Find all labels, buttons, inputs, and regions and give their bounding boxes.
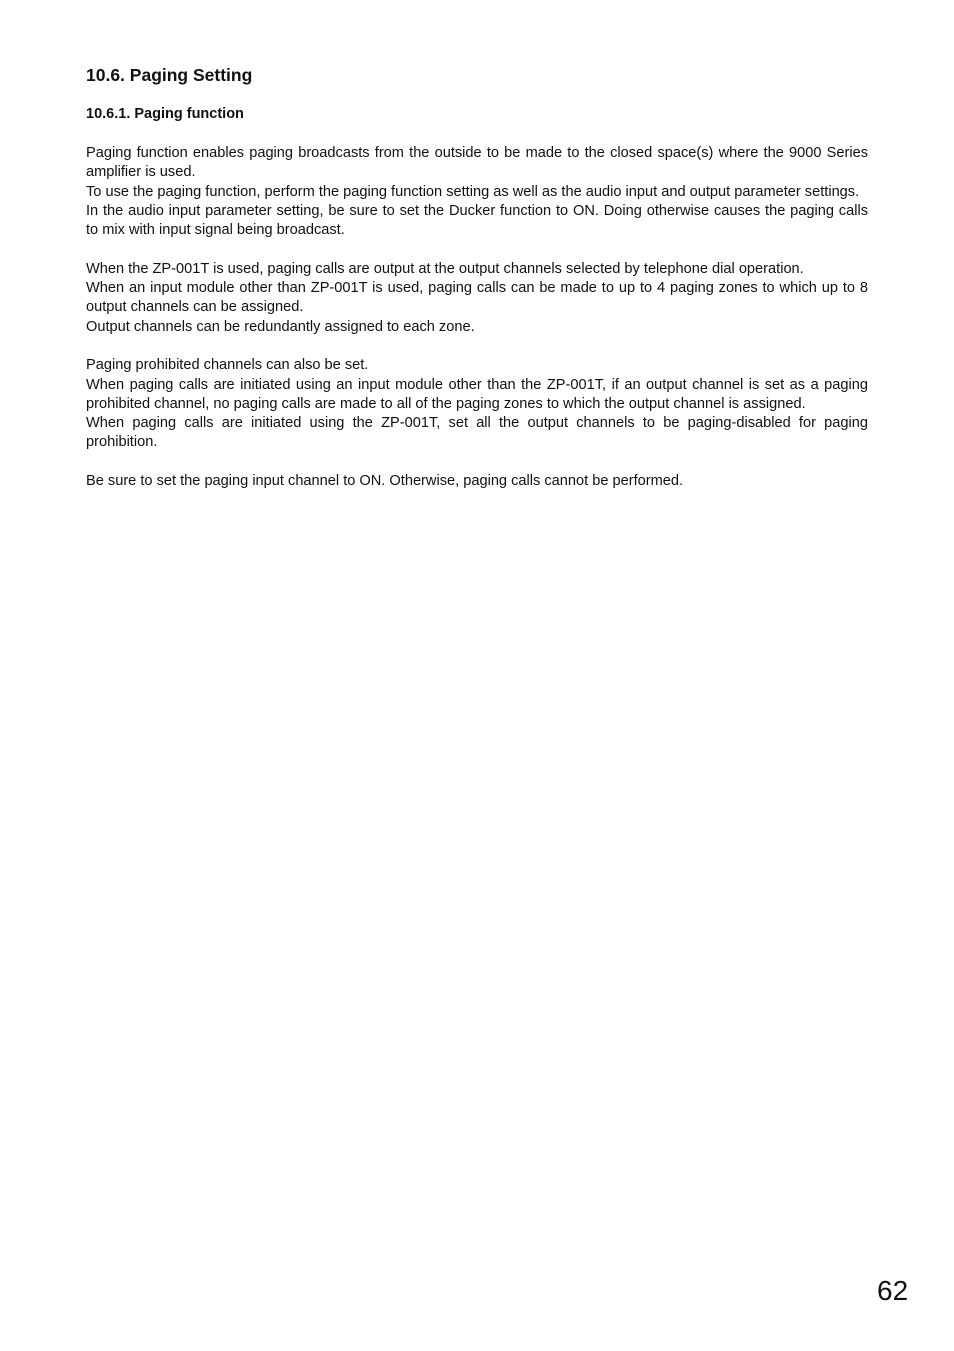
paragraph-input-channel-on: Be sure to set the paging input channel to ON. Otherwise, paging calls cannot be performed.: [86, 473, 684, 490]
paragraph-ducker-setting: In the audio input parameter setting, be sure to set the Ducker function to ON. Doing otherwise causes the paging calls to mix with input signal being broadcast.: [86, 202, 868, 239]
paragraph-prohibited-channels: Paging prohibited channels can also be set.: [86, 357, 369, 374]
subsection-heading: 10.6.1. Paging function: [86, 106, 244, 122]
paragraph-gap: [86, 453, 868, 472]
paragraph-redundant-assignment: Output channels can be redundantly assigned to each zone.: [86, 318, 475, 335]
body-text: [86, 144, 868, 491]
paragraph-gap: [86, 337, 868, 356]
paragraph-prohibited-other-module: When paging calls are initiated using an input module other than the ZP-001T, if an output channel is set as a paging prohibited channel, no paging calls are made to all of the paging zones to which the output channel is assigned.: [86, 376, 868, 412]
paragraph-prohibited-zp001t: When paging calls are initiated using the ZP-001T, set all the output channels to be paging-disabled for paging prohibition.: [86, 415, 868, 451]
section-heading: 10.6. Paging Setting: [86, 65, 253, 85]
page-number: 62: [877, 1275, 909, 1306]
paragraph-paging-zones: When an input module other than ZP-001T is used, paging calls can be made to up to 4 paging zones to which up to 8 output channels can be assigned.: [86, 280, 868, 316]
paragraph-paging-settings: To use the paging function, perform the paging function setting as well as the audio input and output parameter settings.: [86, 183, 860, 200]
paragraph-paging-overview: Paging function enables paging broadcasts from the outside to be made to the closed space(s) where the 9000 Series amplifier is used.: [86, 145, 868, 181]
paragraph-zp001t-output: When the ZP-001T is used, paging calls are output at the output channels selected by telephone dial operation.: [86, 260, 804, 277]
paragraph-gap: [86, 240, 868, 259]
